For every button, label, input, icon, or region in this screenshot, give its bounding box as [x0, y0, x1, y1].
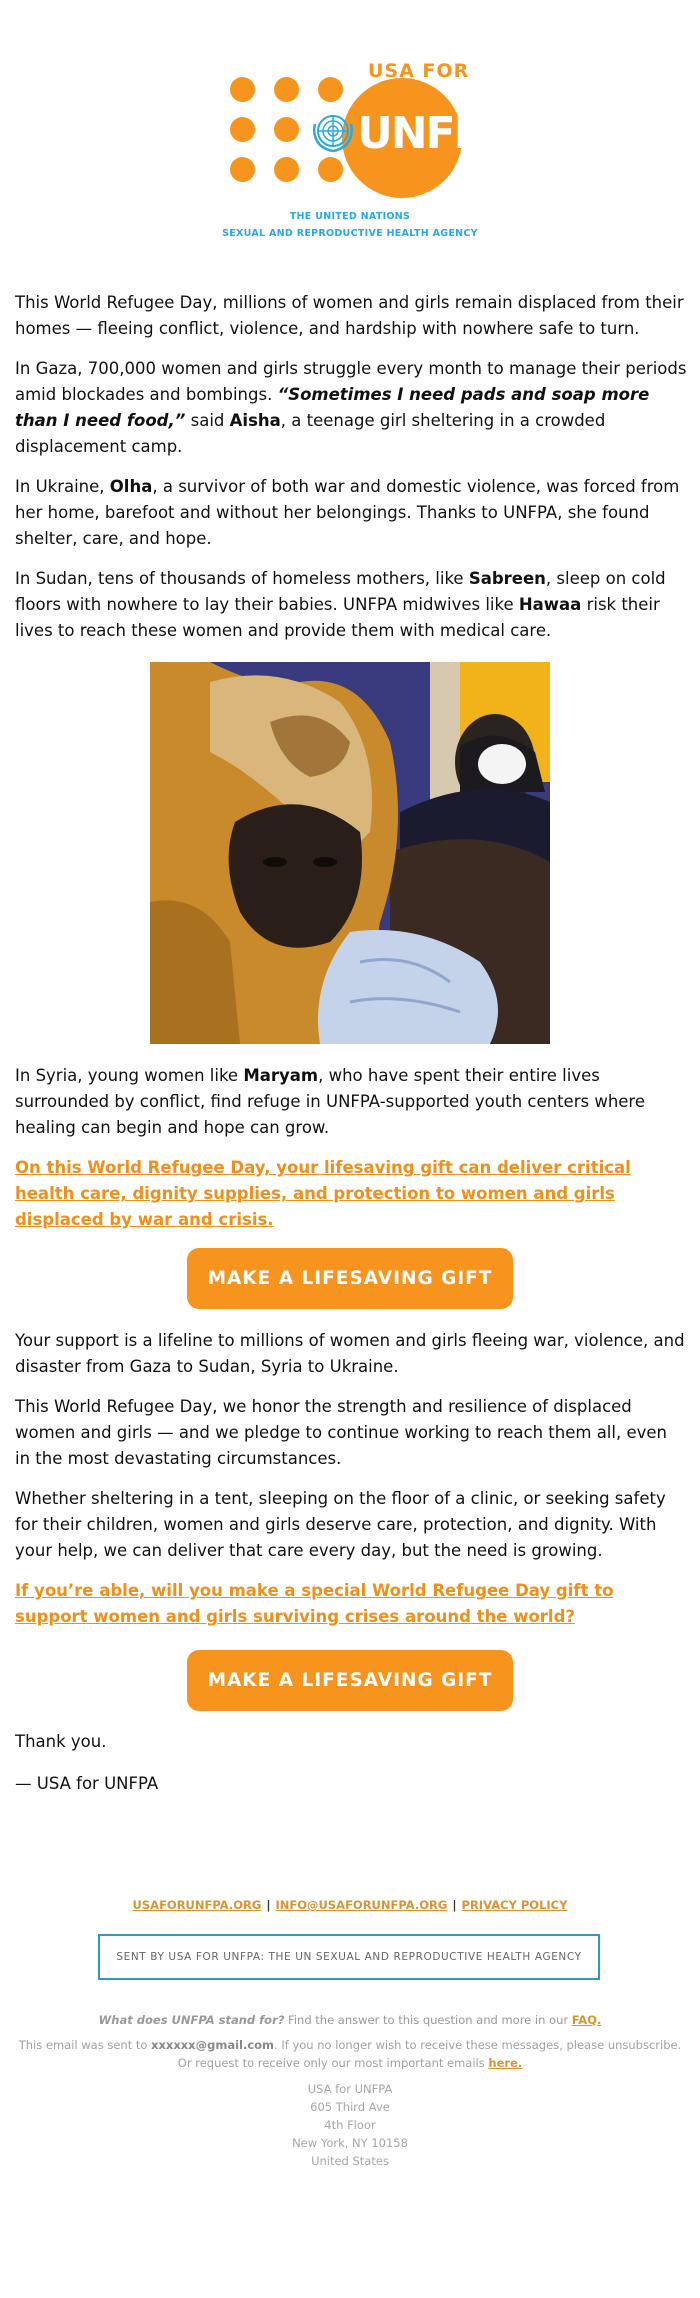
usa-for-unfpa-logo[interactable] [222, 60, 512, 260]
faq-line [0, 2013, 700, 2027]
logo-usa-for: USA FOR [368, 60, 470, 82]
syria-text: , who have spent their entire lives surrounded by conflict, find refuge in UNFPA-supported youth centers where healing can begin and hope can grow. [15, 1066, 645, 1137]
special-gift-link[interactable]: If you’re able, will you make a special World Refugee Day gift to support women and girls surviving crises around the world? [15, 1581, 614, 1626]
address-line: USA for UNFPA [307, 2082, 393, 2096]
unsub-text: . If you no longer wish to receive these messages, please unsubscribe. Or request to receive only our most important emails [177, 2038, 682, 2070]
logo-tagline [220, 208, 480, 242]
gaza-text: In Gaza, 700,000 women and girls struggle every month to manage their periods amid blockades and bombings. [15, 359, 687, 404]
name-hawaa: Hawaa [518, 595, 582, 614]
photo-illustration [150, 662, 550, 1044]
sudan-text: In Sudan, tens of thousands of homeless mothers, like [15, 569, 469, 588]
logo-unfpa: UNFPA [357, 108, 512, 159]
mailing-address [0, 2080, 700, 2170]
footer-link-website[interactable]: USAFORUNFPA.ORG [132, 1898, 262, 1912]
name-sabreen: Sabreen [468, 569, 546, 588]
footer-link-email[interactable]: INFO@USAFORUNFPA.ORG [275, 1898, 448, 1912]
make-gift-button[interactable]: MAKE A LIFESAVING GIFT [187, 1248, 513, 1309]
faq-link[interactable]: FAQ. [571, 2013, 602, 2027]
preferences-link[interactable]: here. [488, 2056, 523, 2070]
sudan-text: , sleep on cold floors with nowhere to lay their babies. UNFPA midwives like [15, 569, 666, 614]
address-line: 605 Third Ave [310, 2100, 390, 2114]
name-olha: Olha [109, 477, 153, 496]
sheltering-paragraph: Whether sheltering in a tent, sleeping on the floor of a clinic, or seeking safety for their children, women and girls deserve care, protection, and dignity. With your help, we can deliver that care every day, but the need is growing. [15, 1489, 666, 1560]
address-line: United States [311, 2154, 389, 2168]
thank-you-text: Thank you. [15, 1732, 107, 1751]
sudan-text: risk their lives to reach these women and provide them with medical care. [15, 595, 660, 640]
support-paragraph: Your support is a lifeline to millions of women and girls fleeing war, violence, and disaster from Gaza to Sudan, Syria to Ukraine. [15, 1331, 685, 1376]
logo-dot [318, 157, 343, 182]
un-emblem-icon [310, 110, 356, 154]
address-line: 4th Floor [324, 2118, 376, 2132]
gift-appeal-link[interactable]: On this World Refugee Day, your lifesaving gift can deliver critical health care, dignity supplies, and protection to women and girls displaced by war and crisis. [15, 1158, 631, 1229]
recipient-email: xxxxxx@gmail.com [151, 2038, 275, 2052]
address-line: New York, NY 10158 [292, 2136, 408, 2150]
logo-dot [274, 157, 299, 182]
ukraine-text: In Ukraine, [15, 477, 110, 496]
syria-text: In Syria, young women like [15, 1066, 244, 1085]
gaza-text: , a teenage girl sheltering in a crowded displacement camp. [15, 411, 606, 456]
midwife-mother-photo [150, 662, 550, 1044]
tagline-line2: SEXUAL AND REPRODUCTIVE HEALTH AGENCY [222, 228, 478, 239]
make-gift-button-2[interactable]: MAKE A LIFESAVING GIFT [187, 1650, 513, 1711]
footer-separator: | [266, 1898, 271, 1912]
logo-dot [318, 77, 343, 102]
syria-paragraph [15, 1063, 687, 1141]
ukraine-text: , a survivor of both war and domestic violence, was forced from her home, barefoot and without her belongings. Thanks to UNFPA, she found shelter, care, and hope. [15, 477, 680, 548]
footer-separator: | [452, 1898, 457, 1912]
unsub-text: This email was sent to [18, 2038, 152, 2052]
footer-link-privacy[interactable]: PRIVACY POLICY [461, 1898, 568, 1912]
gaza-text: said [185, 411, 230, 430]
unsubscribe-notice [15, 2036, 685, 2072]
logo-dot [230, 117, 255, 142]
name-aisha: Aisha [229, 411, 281, 430]
logo-dot [230, 157, 255, 182]
tagline-line1: THE UNITED NATIONS [289, 211, 411, 222]
honor-paragraph: This World Refugee Day, we honor the strength and resilience of displaced women and girls — and we pledge to continue working to reach them all, even in the most devastating circumstances. [15, 1397, 667, 1468]
aisha-quote: “Sometimes I need pads and soap more than I need food,” [15, 385, 650, 430]
sent-by-box [98, 1934, 600, 1980]
sudan-paragraph [15, 566, 687, 644]
logo-dot [230, 77, 255, 102]
signature-text: — USA for UNFPA [15, 1774, 159, 1793]
name-maryam: Maryam [243, 1066, 319, 1085]
faq-question: What does UNFPA stand for? [98, 2013, 285, 2027]
intro-paragraph: This World Refugee Day, millions of women and girls remain displaced from their homes — fleeing conflict, violence, and hardship with nowhere safe to turn. [15, 293, 684, 338]
footer-links [0, 1898, 700, 1912]
logo-dot [274, 77, 299, 102]
ukraine-paragraph [15, 474, 687, 552]
gaza-paragraph [15, 356, 687, 460]
faq-text: Find the answer to this question and more in our [284, 2013, 572, 2027]
logo-dot [274, 117, 299, 142]
sent-by-text: SENT BY USA FOR UNFPA: THE UN SEXUAL AND REPRODUCTIVE HEALTH AGENCY [116, 1951, 582, 1963]
